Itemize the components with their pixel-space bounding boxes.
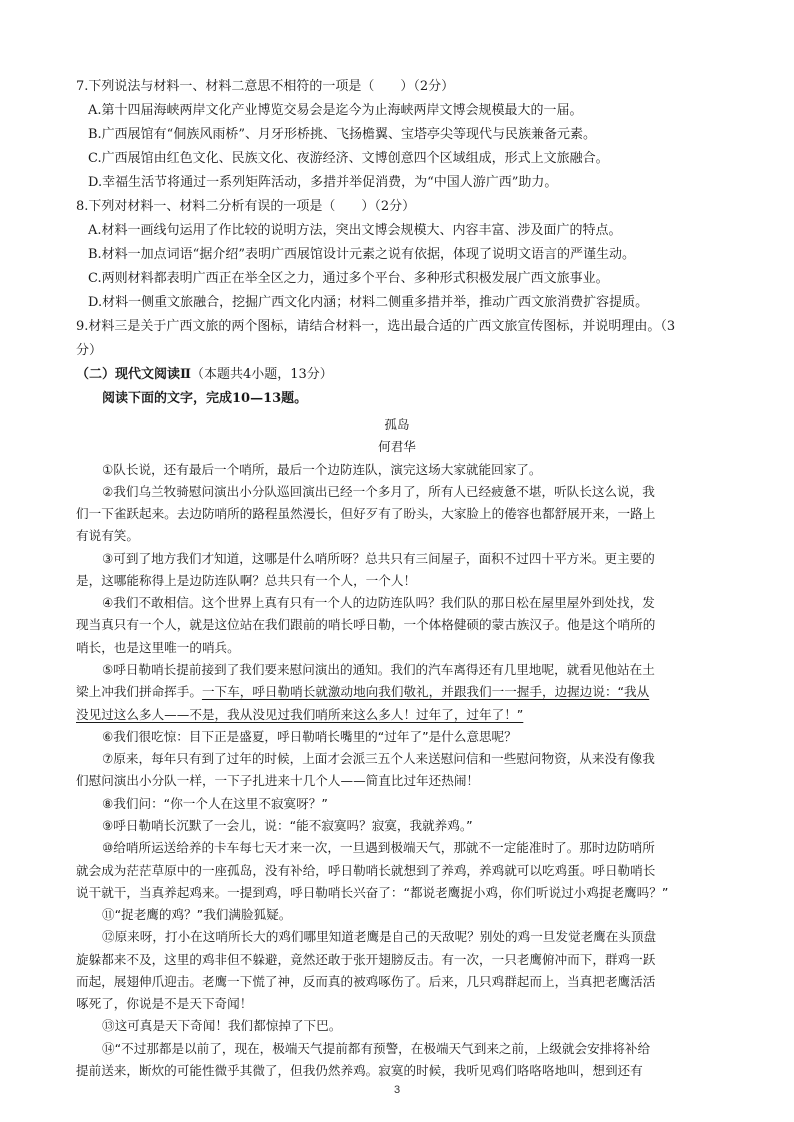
q9-stem-line1: 9.材料三是关于广西文旅的两个图标，请结合材料一，选出最合适的广西文旅宣传图标，并说明理由。（3: [76, 319, 676, 334]
q7-option-d: D.幸福生活节将通过一系列矩阵活动，多措并举促消费，为“中国人游广西”助力。: [88, 175, 558, 190]
para-12-line2: 旋躲都来不及，这里的鸡非但不躲避，竟然还敢于张开翅膀反击。有一次，一只老鹰俯冲而下，群鸡一跃: [76, 951, 656, 967]
para-12-line3: 而起，展翅伸爪迎击。老鹰一下慌了神，反而真的被鸡啄伤了。后来，几只鸡群起而上，当真把老鹰活活: [76, 973, 656, 989]
section-heading-bold: （二）现代文阅读Ⅱ: [76, 367, 191, 382]
para-4-line1: ④我们不敢相信。这个世界上真有只有一个人的边防连队吗？我们队的那日松在屋里屋外到处找，发: [102, 595, 655, 611]
para-12-line1: ⑫原来呀，打小在这哨所长大的鸡们哪里知道老鹰是自己的天敌呢？别处的鸡一旦发觉老鹰在头顶盘: [102, 929, 657, 945]
para-3-line2: 是，这哪能称得上是边防连队啊？总共只有一个人，一个人！: [76, 572, 417, 588]
para-10-line2: 就会成为茫茫草原中的一座孤岛，没有补给，呼日勒哨长就想到了养鸡，养鸡就可以吃鸡蛋。呼日勒哨长: [76, 862, 656, 878]
para-13: ⑬这可真是天下奇闻！我们都惊掉了下巴。: [102, 1018, 342, 1034]
q7-option-c: C.广西展馆由红色文化、民族文化、夜游经济、文博创意四个区域组成，形式上文旅融合。: [88, 151, 609, 166]
para-2-line1: ②我们乌兰牧骑慰问演出小分队巡回演出已经一个多月了，所有人已经疲惫不堪，听队长这么说，我: [102, 483, 655, 499]
para-8: ⑧我们问：“你一个人在这里不寂寞呀？”: [102, 795, 328, 811]
para-5-text: 梁上冲我们拼命挥手。: [76, 684, 202, 700]
q8-option-a: A.材料一画线句运用了作比较的说明方法，突出文博会规模大、内容丰富、涉及面广的特点。: [88, 223, 622, 238]
para-6: ⑥我们很吃惊：目下正是盛夏，呼日勒哨长嘴里的“过年了”是什么意思呢？: [102, 728, 517, 744]
para-4-line2: 现当真只有一个人，就是这位站在我们跟前的哨长呼日勒，一个体格健硕的蒙古族汉子。他是这个哨所的: [76, 617, 656, 633]
q8-option-d: D.材料一侧重文旅融合，挖掘广西文化内涵；材料二侧重多措并举，推动广西文旅消费扩容提质。: [88, 295, 649, 310]
reading-instruction: 阅读下面的文字，完成10—13题。: [102, 391, 308, 406]
article-author: 何君华: [378, 439, 416, 455]
para-4-line3: 哨长，也是这里唯一的哨兵。: [76, 639, 240, 655]
para-7-line2: 们慰问演出小分队一样，一下子扎进来十几个人——简直比过年还热闹！: [76, 773, 479, 789]
para-3-line1: ③可到了地方我们才知道，这哪是什么哨所呀？总共只有三间屋子，面积不过四十平方米。更主要的: [102, 550, 655, 566]
underlined-sentence: 一下车，呼日勒哨长就激动地向我们敬礼，并跟我们一一握手，边握边说：“我从: [201, 684, 650, 700]
para-1: ①队长说，还有最后一个哨所，最后一个边防连队，演完这场大家就能回家了。: [102, 461, 542, 477]
para-11: ⑪“捉老鹰的鸡？”我们满脸狐疑。: [102, 907, 292, 923]
para-5-line1: ⑤呼日勒哨长提前接到了我们要来慰问演出的通知。我们的汽车离得还有几里地呢，就看见他站在土: [102, 662, 655, 678]
section-heading: [76, 366, 333, 384]
q8-stem: 8.下列对材料一、材料二分析有误的一项是（ ）（2分）: [76, 199, 416, 214]
q9-stem-line2: 分）: [76, 343, 103, 358]
para-14-line1: ⑭“不过那都是以前了，现在，极端天气提前都有预警，在极端天气到来之前，上级就会安排将补给: [102, 1040, 651, 1056]
underlined-sentence-cont: 没见过这么多人——不是，我从没见过我们哨所来这么多人！过年了，过年了！”: [76, 706, 524, 722]
article-title: 孤岛: [384, 417, 410, 432]
q8-option-b: B.材料一加点词语“据介绍”表明广西展馆设计元素之说有依据，体现了说明文语言的严谨生动。: [88, 247, 635, 262]
para-7-line1: ⑦原来，每年只有到了过年的时候，上面才会派三五个人来送慰问信和一些慰问物资，从来没有像我: [102, 751, 655, 767]
q7-stem: 7.下列说法与材料一、材料二意思不相符的一项是（ ）（2分）: [76, 79, 455, 94]
para-12-line4: 啄死了，你说是不是天下奇闻！: [76, 996, 253, 1012]
para-10-line3: 说干就干，当真养起鸡来。一提到鸡，呼日勒哨长兴奋了：“都说老鹰捉小鸡，你们听说过小鸡捉老鹰吗？”: [76, 884, 669, 900]
para-14-line2: 提前送来，断炊的可能性微乎其微了，但我仍然养鸡。寂寞的时候，我听见鸡们咯咯咯地叫，想到还有: [76, 1063, 643, 1078]
section-heading-note: （本题共4小题，13分）: [190, 367, 333, 382]
para-2-line2: 们一下雀跃起来。去边防哨所的路程虽然漫长，但好歹有了盼头，大家脸上的倦容也都舒展开来，一路上: [76, 506, 656, 522]
q8-option-c: C.两则材料都表明广西正在举全区之力，通过多个平台、多种形式积极发展广西文旅事业。: [88, 271, 609, 286]
q7-option-a: A.第十四届海峡两岸文化产业博览交易会是迄今为止海峡两岸文博会规模最大的一届。: [88, 103, 583, 118]
page-number: 3: [393, 1084, 401, 1096]
para-2-line3: 有说有笑。: [76, 528, 139, 544]
para-5-line2: [76, 683, 649, 701]
para-9: ⑨呼日勒哨长沉默了一会儿，说：“能不寂寞吗？寂寞，我就养鸡。”: [102, 817, 473, 833]
q7-option-b: B.广西展馆有“侗族风雨桥”、月牙形桥挑、飞扬檐翼、宝塔亭尖等现代与民族兼备元素。: [88, 127, 596, 142]
para-10-line1: ⑩给哨所运送给养的卡车每七天才来一次，一旦遇到极端天气，那就不一定能准时了。那时边防哨所: [102, 840, 655, 856]
